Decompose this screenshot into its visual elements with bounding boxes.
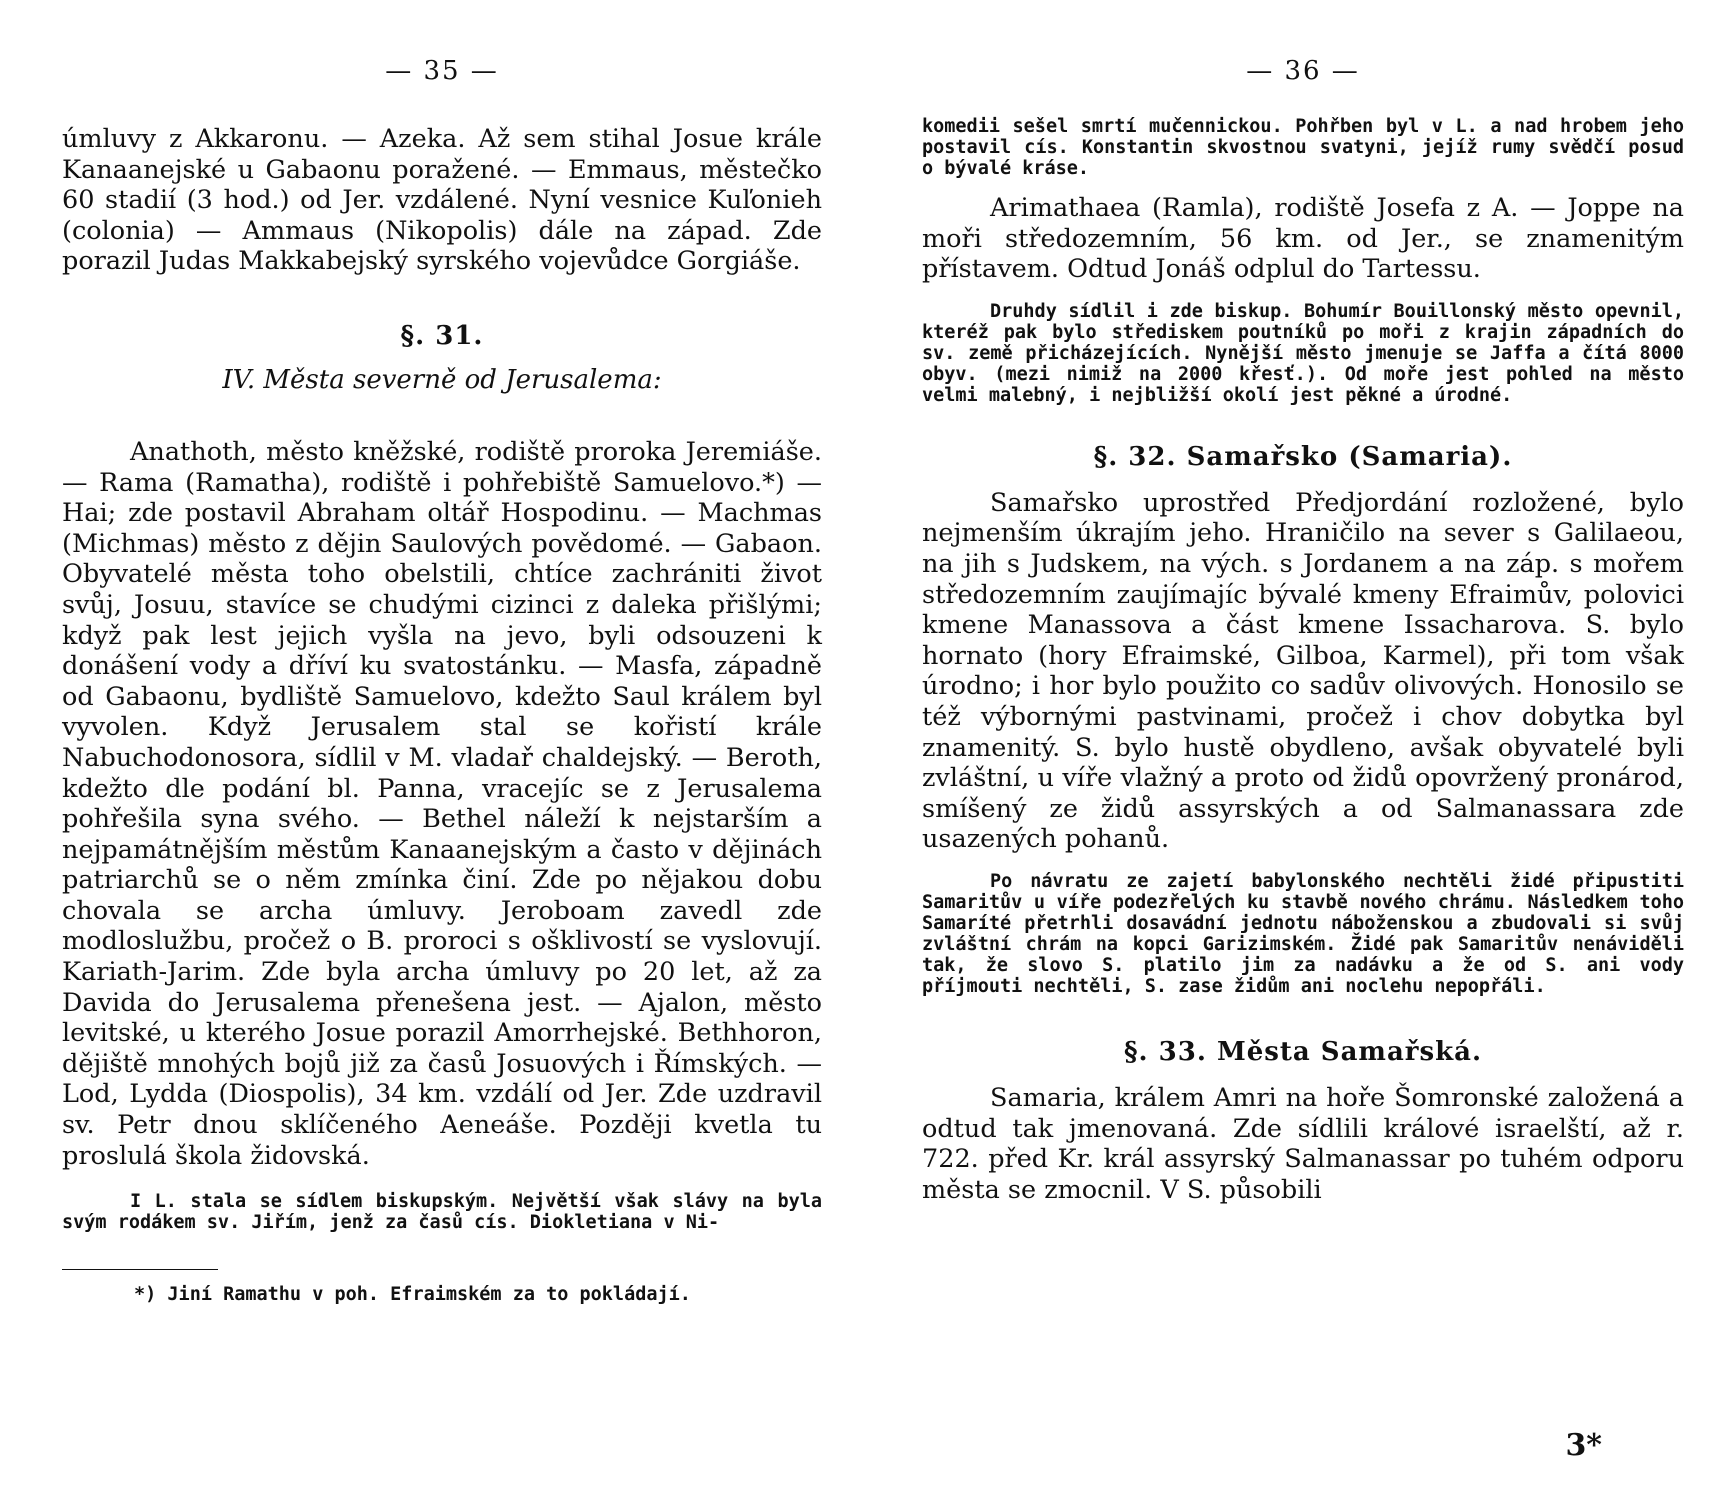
arimathaea-paragraph: Arimathaea (Ramla), rodiště Josefa z A. — Joppe na moři středozemním, 56 km. od Jer., se znamenitým přístavem. Odtud Jonáš odplul do Tartessu. — [922, 193, 1684, 285]
right-page — [922, 0, 1684, 1205]
page-number-36: — 36 — — [1246, 56, 1360, 86]
samarsko-paragraph: Samařsko uprostřed Předjordání rozložené, bylo nejmenším úkrajím jeho. Hraničilo na sever s Galilaeou, na jih s Judskem, na vých. s Jordanem a na záp. s mořem středozemním zaujímajíc bývalé kmeny Efraimův, polovici kmene Manassova a část kmene Issacharova. S. bylo hornato (hory Efraimské, Gilboa, Karmel), při tom však úrodno; i hor bylo použito co sadův olivových. Honosilo se též výbornými pastvinami, pročež i chov dobytka byl znamenitý. S. bylo hustě obydleno, avšak obyvatelé byli zvláštní, u víře vlažný a proto od židů opovržený pronárod, smíšený ze židů assyrských a od Salmanassara zde usazených pohanů. — [922, 487, 1684, 855]
section-32-heading: §. 32. Samařsko (Samaria). — [1093, 441, 1513, 472]
lydda-note-continued: komedii sešel smrtí mučennickou. Pohřben byl v L. a nad hrobem jeho postavil cís. Konstantin skvostnou svatyni, jejíž rumy svědčí posud o bývalé kráse. — [922, 116, 1684, 179]
section-31-heading: §. 31. — [400, 320, 484, 351]
intro-paragraph: úmluvy z Akkaronu. — Azeka. Až sem stihal Josue krále Kanaanejské u Gabaonu poražené. — Emmaus, městečko 60 stadií (3 hod.) od Jer. vzdálené. Nyní vesnice Kuľonieh (colonia) — Ammaus (Nikopolis) dále na západ. Zde porazil Judas Makkabejský syrského vojevůdce Gorgiáše. — [62, 124, 822, 277]
joppe-note: Druhdy sídlil i zde biskup. Bohumír Bouillonský město opevnil, kteréž pak bylo střediskem poutníků po moři z krajin západních do sv. země přicházejících. Nynější město jmenuje se Jaffa a čítá 8000 obyv. (mezi nimiž na 2000 křesť.). Od moře jest pohled na město velmi malebný, i nejbližší okolí jest pěkné a úrodné. — [922, 300, 1684, 406]
footnote-ramatha: *) Jiní Ramathu v poh. Efraimském za to pokládají. — [134, 1284, 691, 1306]
left-page — [62, 0, 822, 1305]
samaritan-note: Po návratu ze zajetí babylonského nechtěli židé připustiti Samaritův u víře podezřelých ku stavbě nového chrámu. Následkem toho Samaríté přetrhli dosavádní jednotu náboženskou a zbudovali si svůj zvláštní chrám na kopci Garizimském. Židé pak Samaritův nenáviděli tak, že slovo S. platilo jim za nadávku a že od S. ani vody příjmouti nechtěli, S. zase židům ani noclehu nepopřáli. — [922, 870, 1684, 997]
lydda-note: I L. stala se sídlem biskupským. Největší však slávy na byla svým rodákem sv. Jiřím, jenž za časů cís. Diokletiana v Ni- — [62, 1191, 822, 1234]
samaria-paragraph: Samaria, králem Amri na hoře Šomronské založená a odtud tak jmenovaná. Zde sídlili králové israelští, až r. 722. před Kr. král assyrský Salmanassar po tuhém odporu města se zmocnil. V S. působili — [922, 1082, 1684, 1205]
footnote-rule — [62, 1269, 218, 1270]
page-number-35: — 35 — — [385, 56, 499, 86]
signature-mark: 3* — [1565, 1428, 1602, 1463]
section-31-subheading: IV. Města severně od Jerusalema: — [222, 364, 662, 395]
cities-north-paragraph: Anathoth, město kněžské, rodiště proroka Jeremiáše. — Rama (Ramatha), rodiště i pohřebiště Samuelovo.*) — Hai; zde postavil Abraham oltář Hospodinu. — Machmas (Michmas) město z dějin Saulových povědomé. — Gabaon. Obyvatelé města toho obelstili, chtíce zachrániti život svůj, Josuu, stavíce se chudými cizinci z daleka přišlými; když pak lest jejich vyšla na jevo, byli odsouzeni k donášení vody a dříví ku svatostánku. — Masfa, západně od Gabaonu, bydliště Samuelovo, kdežto Saul králem byl vyvolen. Když Jerusalem stal se kořistí krále Nabuchodonosora, sídlil v M. vladař chaldejský. — Beroth, kdežto dle podání bl. Panna, vracejíc se z Jerusalema pohřešila syna svého. — Bethel náleží k nejstarším a nejpamátnějším městům Kanaanejským a často v dějinách patriarchů se o něm zmínka činí. Zde po nějakou dobu chovala se archa úmluvy. Jeroboam zavedl zde modloslužbu, pročež o B. proroci s ošklivostí se vyslovují. Kariath-Jarim. Zde byla archa úmluvy po 20 let, až za Davida do Jerusalema přenešena jest. — Ajalon, město levitské, u kterého Josue porazil Amorrhejské. Bethhoron, dějiště mnohých bojů již za časů Josuových i Římských. — Lod, Lydda (Diospolis), 34 km. vzdálí od Jer. Zde uzdravil sv. Petr dnou sklíčeného Aeneáše. Později kvetla tu proslulá škola židovská. — [62, 436, 822, 1171]
section-33-heading: §. 33. Města Samařská. — [1123, 1036, 1483, 1067]
